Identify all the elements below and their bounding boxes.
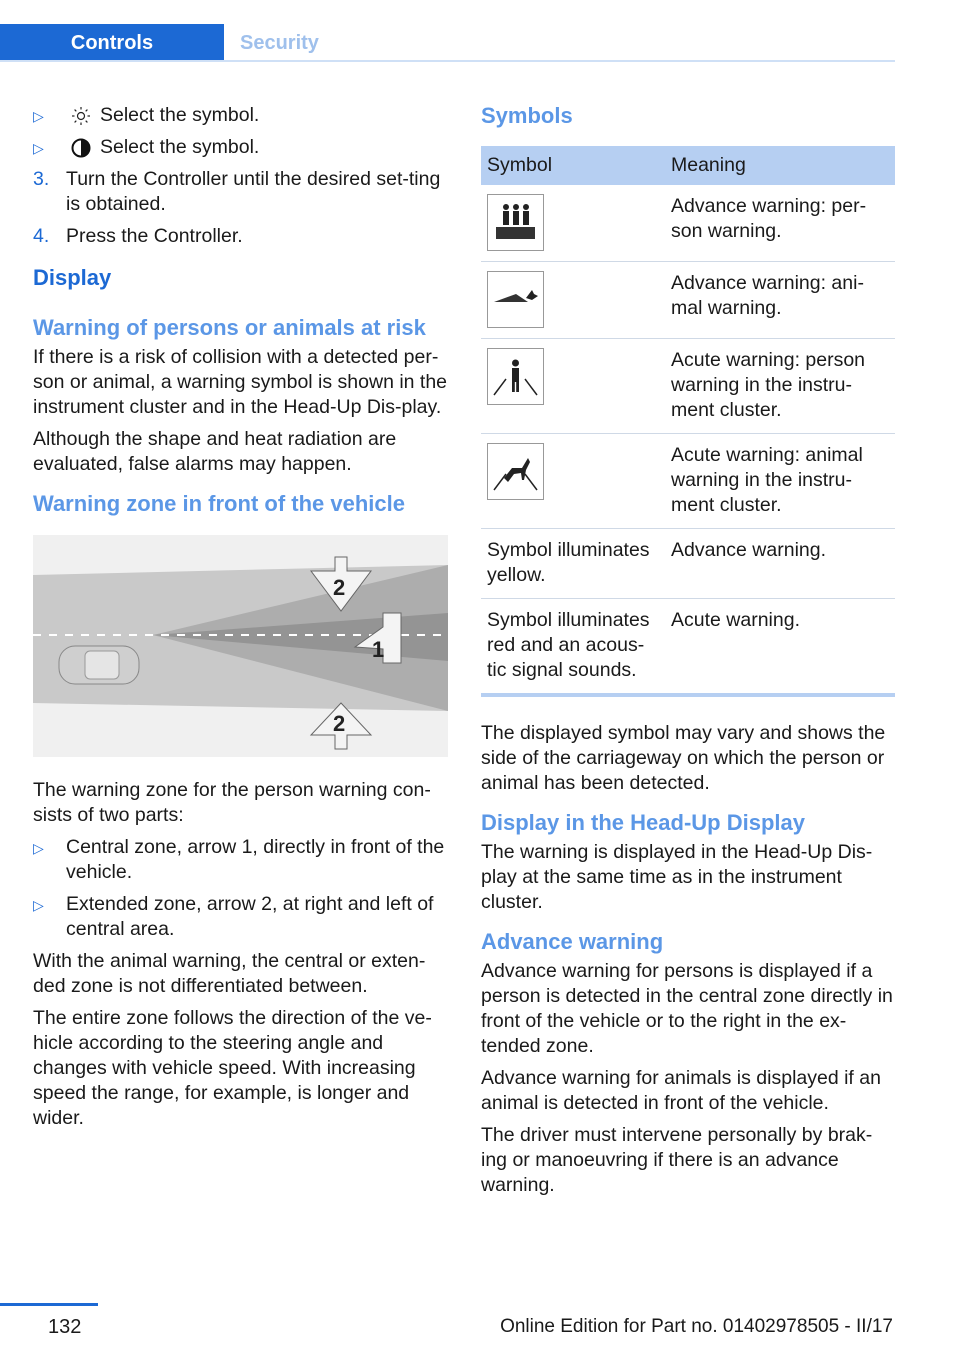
list-item bbox=[33, 103, 448, 128]
table-row bbox=[481, 262, 895, 339]
table-cell-meaning: Advance warning: per‐son warning. bbox=[665, 185, 895, 262]
right-column bbox=[481, 103, 895, 1205]
table-cell-meaning: Acute warning. bbox=[665, 599, 895, 696]
brightness-icon bbox=[70, 105, 92, 127]
step-text: Select the symbol. bbox=[100, 104, 260, 126]
step-text: Press the Controller. bbox=[66, 225, 243, 247]
table-cell-symbol: Symbol illuminates red and an acous‐tic signal sounds. bbox=[481, 599, 665, 696]
paragraph: The displayed symbol may vary and shows the side of the carriageway on which the person or animal has been detected. bbox=[481, 722, 886, 794]
list-item bbox=[33, 224, 448, 249]
subheading-advance-warning: Advance warning bbox=[481, 929, 664, 954]
paragraph: The entire zone follows the direction of the ve‐hicle according to the steering angle and changes with vehicle speed. With increasing speed the range, for example, is longer and wider. bbox=[33, 1007, 432, 1129]
table-header-meaning: Meaning bbox=[665, 146, 895, 185]
edition-footer: Online Edition for Part no. 01402978505 - II/17 bbox=[500, 1316, 893, 1337]
step-text: Turn the Controller until the desired set‐ting is obtained. bbox=[66, 168, 441, 215]
animal-acute-warning-icon bbox=[487, 443, 544, 500]
list-item bbox=[33, 167, 448, 217]
triangle-bullet-icon: ▷ bbox=[33, 840, 44, 856]
table-row bbox=[481, 185, 895, 262]
table-cell-meaning: Advance warning: ani‐mal warning. bbox=[665, 262, 895, 339]
table-row bbox=[481, 434, 895, 529]
triangle-bullet-icon: ▷ bbox=[33, 108, 44, 124]
top-navigation bbox=[0, 0, 960, 62]
person-advance-warning-icon bbox=[487, 194, 544, 251]
arrow-label: 2 bbox=[333, 575, 346, 600]
left-column bbox=[33, 103, 448, 1138]
paragraph: If there is a risk of collision with a detected per‐son or animal, a warning symbol is shown in the instrument cluster and in the Head-Up Dis‐play. bbox=[33, 346, 448, 418]
tab-security[interactable]: Security bbox=[240, 32, 319, 54]
arrow-label: 1 bbox=[372, 637, 385, 662]
paragraph: Although the shape and heat radiation are evaluated, false alarms may happen. bbox=[33, 428, 397, 475]
subheading-warning: Warning of persons or animals at risk bbox=[33, 315, 426, 340]
step-text: Select the symbol. bbox=[100, 136, 260, 158]
page-number: 132 bbox=[48, 1316, 82, 1338]
header-divider bbox=[0, 60, 895, 62]
list-text: Central zone, arrow 1, directly in front of the vehicle. bbox=[66, 836, 445, 883]
paragraph: The warning zone for the person warning con‐sists of two parts: bbox=[33, 779, 431, 826]
contrast-icon bbox=[70, 137, 92, 159]
tab-controls[interactable]: Controls bbox=[0, 24, 224, 62]
table-cell-symbol: Symbol illuminates yellow. bbox=[481, 529, 665, 599]
step-number: 3. bbox=[33, 168, 50, 190]
table-row bbox=[481, 599, 895, 696]
subheading-symbols: Symbols bbox=[481, 103, 573, 128]
footer-accent-line bbox=[0, 1303, 98, 1306]
list-item bbox=[33, 835, 448, 885]
table-row bbox=[481, 529, 895, 599]
table-row bbox=[481, 339, 895, 434]
list-item bbox=[33, 135, 448, 160]
arrow-label: 2 bbox=[333, 711, 346, 736]
step-number: 4. bbox=[33, 225, 50, 247]
paragraph: Advance warning for persons is displayed if a person is detected in the central zone directly in front of the vehicle or to the right in the ex‐tended zone. bbox=[481, 960, 893, 1057]
table-cell-meaning: Acute warning: person warning in the instru‐ment cluster. bbox=[665, 339, 895, 434]
paragraph: The driver must intervene personally by brak‐ing or manoeuvring if there is an advance warning. bbox=[481, 1124, 873, 1196]
list-text: Extended zone, arrow 2, at right and left of central area. bbox=[66, 893, 434, 940]
section-heading-display: Display bbox=[33, 265, 112, 290]
table-cell-meaning: Advance warning. bbox=[665, 529, 895, 599]
person-acute-warning-icon bbox=[487, 348, 544, 405]
warning-zone-illustration bbox=[33, 535, 448, 757]
table-header-symbol: Symbol bbox=[481, 146, 665, 185]
paragraph: With the animal warning, the central or exten‐ded zone is not differentiated between. bbox=[33, 950, 426, 997]
subheading-hud: Display in the Head-Up Display bbox=[481, 810, 805, 835]
paragraph: The warning is displayed in the Head-Up Dis‐play at the same time as in the instrument cluster. bbox=[481, 841, 873, 913]
triangle-bullet-icon: ▷ bbox=[33, 897, 44, 913]
table-cell-meaning: Acute warning: animal warning in the instru‐ment cluster. bbox=[665, 434, 895, 529]
triangle-bullet-icon: ▷ bbox=[33, 140, 44, 156]
subheading-warning-zone: Warning zone in front of the vehicle bbox=[33, 491, 405, 516]
list-item bbox=[33, 892, 448, 942]
symbols-table bbox=[481, 146, 895, 697]
animal-advance-warning-icon bbox=[487, 271, 544, 328]
paragraph: Advance warning for animals is displayed if an animal is detected in front of the vehicle. bbox=[481, 1067, 881, 1114]
